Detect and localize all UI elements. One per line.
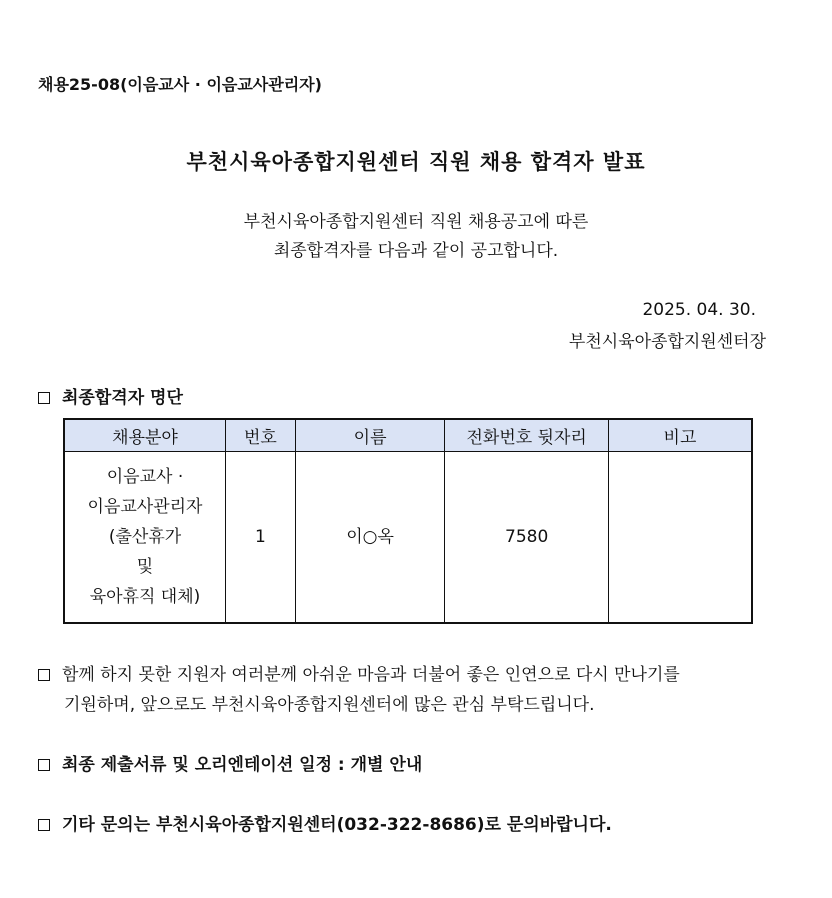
column-header-field: 채용분야 xyxy=(64,419,226,452)
column-header-phone: 전화번호 뒷자리 xyxy=(445,419,609,452)
document-number: 채용25-08(이음교사 · 이음교사관리자) xyxy=(38,75,322,94)
section-final-list-heading xyxy=(38,383,183,408)
table-header-row xyxy=(64,419,752,452)
section-label: 기타 문의는 부천시육아종합지원센터(032-322-8686)로 문의바랍니다. xyxy=(62,815,612,835)
section-label: 최종 제출서류 및 오리엔테이션 일정 : 개별 안내 xyxy=(62,755,423,775)
final-candidates-table xyxy=(63,418,753,624)
field-line: 이음교사 · xyxy=(106,467,184,487)
column-header-remarks: 비고 xyxy=(608,419,752,452)
square-bullet-icon xyxy=(38,669,50,681)
section-schedule xyxy=(38,750,422,775)
square-bullet-icon xyxy=(38,392,50,404)
page-title: 부천시육아종합지원센터 직원 채용 합격자 발표 xyxy=(186,150,646,174)
intro-paragraph xyxy=(0,208,832,266)
cell-phone: 7580 xyxy=(445,452,609,624)
issuer-name: 부천시육아종합지원센터장 xyxy=(568,332,766,352)
column-header-number: 번호 xyxy=(226,419,296,452)
section-label: 최종합격자 명단 xyxy=(62,388,183,408)
cell-name: 이○옥 xyxy=(295,452,445,624)
thanks-line: 함께 하지 못한 지원자 여러분께 아쉬운 마음과 더불어 좋은 인연으로 다시 만나기를 xyxy=(62,665,680,685)
square-bullet-icon xyxy=(38,819,50,831)
field-line: 및 xyxy=(136,557,154,577)
cell-number: 1 xyxy=(226,452,296,624)
announcement-date: 2025. 04. 30. xyxy=(642,300,756,320)
cell-remarks xyxy=(608,452,752,624)
section-contact xyxy=(38,810,612,835)
intro-line: 최종합격자를 다음과 같이 공고합니다. xyxy=(273,241,559,261)
intro-line: 부천시육아종합지원센터 직원 채용공고에 따른 xyxy=(243,212,589,232)
field-line: 이음교사관리자 xyxy=(87,497,203,517)
section-thanks-message xyxy=(38,660,680,720)
field-line: 육아휴직 대체) xyxy=(89,587,201,607)
cell-field xyxy=(64,452,226,624)
field-line: (출산휴가 xyxy=(108,527,182,547)
square-bullet-icon xyxy=(38,759,50,771)
table-row xyxy=(64,452,752,624)
thanks-line: 기원하며, 앞으로도 부천시육아종합지원센터에 많은 관심 부탁드립니다. xyxy=(64,695,595,715)
column-header-name: 이름 xyxy=(295,419,445,452)
